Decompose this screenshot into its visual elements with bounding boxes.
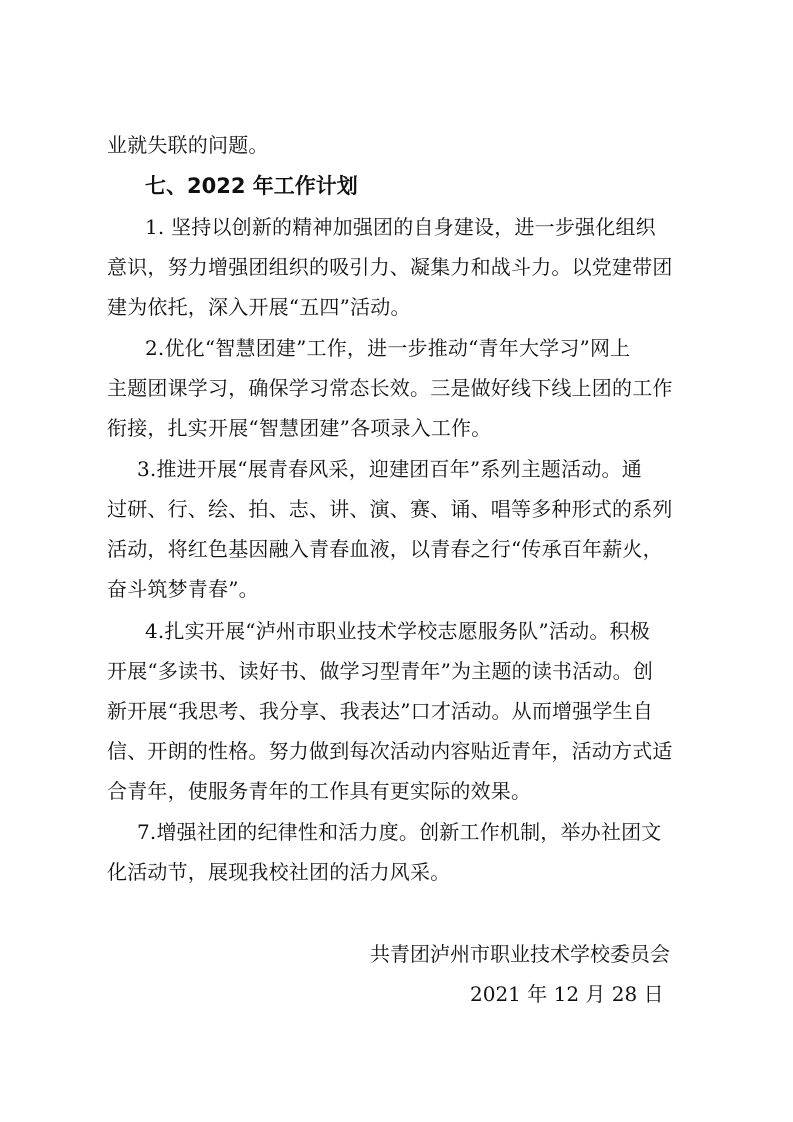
signature-date: 2021 年 12 月 28 日	[470, 982, 664, 1006]
item-3-line-2: 过研、行、绘、拍、志、讲、演、赛、诵、唱等多种形式的系列	[107, 497, 673, 521]
item-4-line-5: 合青年，使服务青年的工作具有更实际的效果。	[107, 779, 532, 803]
paragraph-continuation: 业就失联的问题。	[107, 133, 269, 157]
item-2-line-1: 2.优化“智慧团建”工作，进一步推动“青年大学习”网上	[145, 336, 631, 360]
item-4-line-1: 4.扎实开展“泸州市职业技术学校志愿服务队”活动。积极	[145, 619, 650, 643]
item-7-line-1: 7.增强社团的纪律性和活力度。创新工作机制，举办社团文	[137, 820, 662, 844]
item-4-line-2: 开展“多读书、读好书、做学习型青年”为主题的读书活动。创	[107, 659, 654, 683]
item-7-line-2: 化活动节，展现我校社团的活力风采。	[107, 860, 451, 884]
item-1-line-3: 建为依托，深入开展“五四”活动。	[107, 295, 411, 319]
item-4-line-3: 新开展“我思考、我分享、我表达”口才活动。从而增强学生自	[107, 699, 654, 723]
item-1-line-2: 意识，努力增强团组织的吸引力、凝集力和战斗力。以党建带团	[107, 255, 673, 279]
section-heading: 七、2022 年工作计划	[145, 174, 358, 198]
item-4-line-4: 信、开朗的性格。努力做到每次活动内容贴近青年，活动方式适	[107, 739, 673, 763]
item-1-line-1: 1. 坚持以创新的精神加强团的自身建设，进一步强化组织	[145, 215, 656, 239]
signature-organization: 共青团泸州市职业技术学校委员会	[370, 942, 670, 966]
item-2-line-3: 衔接，扎实开展“智慧团建”各项录入工作。	[107, 416, 492, 440]
item-3-line-4: 奋斗筑梦青春”。	[107, 577, 259, 601]
item-2-line-2: 主题团课学习，确保学习常态长效。三是做好线下线上团的工作	[107, 376, 673, 400]
item-3-line-1: 3.推进开展“展青春风采，迎建团百年”系列主题活动。通	[137, 457, 642, 481]
item-3-line-3: 活动，将红色基因融入青春血液，以青春之行“传承百年薪火，	[107, 537, 663, 561]
